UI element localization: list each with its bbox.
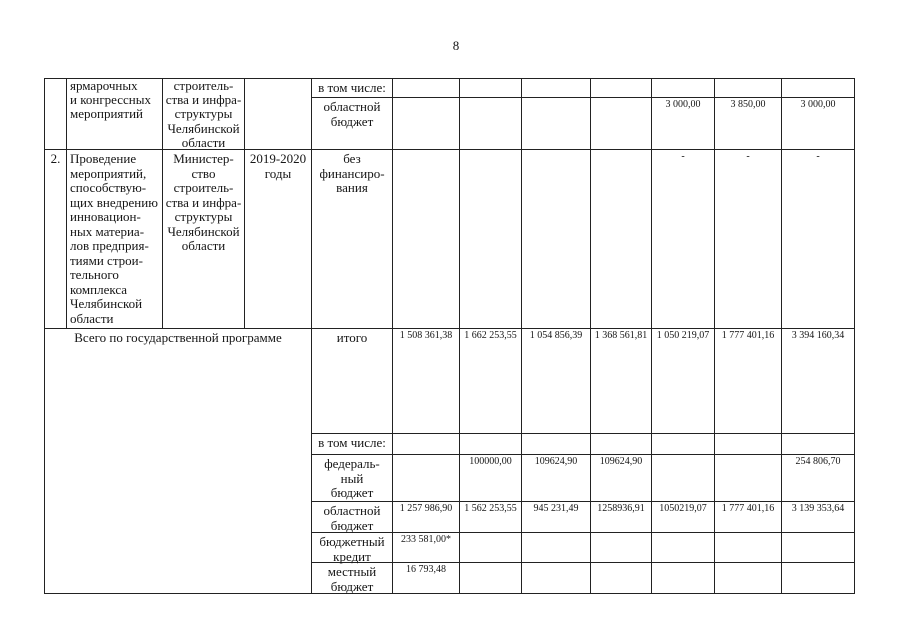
total-amount-cell: 1 508 361,38: [393, 329, 460, 434]
total-federal-budget-amount-cell: [715, 455, 782, 502]
total-amount-cell: 1 050 219,07: [652, 329, 715, 434]
total-regional-budget-amount-cell: 1 777 401,16: [715, 502, 782, 533]
item-2-amount-cell: -: [782, 150, 855, 329]
row-number-cell: 2.: [45, 150, 67, 329]
total-amount-cell: 1 368 561,81: [591, 329, 652, 434]
total-local-budget-amount-cell: [652, 563, 715, 594]
item-2-amount-cell: -: [652, 150, 715, 329]
total-local-budget-amount-cell: [522, 563, 591, 594]
activity-name-cell: ярмарочных и конгрессных мероприятий: [67, 79, 163, 150]
funding-source-cell: федераль- ный бюджет: [312, 455, 393, 502]
total-federal-budget-amount-cell: 109624,90: [591, 455, 652, 502]
executor-cell: Министер- ство строитель- ства и инфра- структуры Челябинской области: [163, 150, 245, 329]
total-federal-budget-amount-cell: [652, 455, 715, 502]
total-including-amount-cell: [782, 434, 855, 455]
continuation-including-amount-cell: [393, 79, 460, 98]
period-cell: [245, 79, 312, 150]
total-budget-credit-amount-cell: [460, 533, 522, 563]
item-2-amount-cell: [393, 150, 460, 329]
executor-cell: строитель- ства и инфра- структуры Челябинской области: [163, 79, 245, 150]
total-budget-credit-amount-cell: [715, 533, 782, 563]
total-budget-credit-amount-cell: [522, 533, 591, 563]
total-amount-cell: 3 394 160,34: [782, 329, 855, 434]
funding-source-cell: областной бюджет: [312, 98, 393, 150]
continuation-regional-budget-amount-cell: 3 000,00: [652, 98, 715, 150]
funding-source-cell: в том числе:: [312, 434, 393, 455]
total-budget-credit-amount-cell: 233 581,00*: [393, 533, 460, 563]
total-federal-budget-amount-cell: [393, 455, 460, 502]
total-regional-budget-amount-cell: 1 562 253,55: [460, 502, 522, 533]
continuation-regional-budget-amount-cell: [393, 98, 460, 150]
continuation-including-amount-cell: [460, 79, 522, 98]
item-2-amount-cell: [522, 150, 591, 329]
total-budget-credit-amount-cell: [591, 533, 652, 563]
item-2-amount-cell: -: [715, 150, 782, 329]
continuation-regional-budget-amount-cell: [591, 98, 652, 150]
funding-source-cell: в том числе:: [312, 79, 393, 98]
funding-source-cell: итого: [312, 329, 393, 434]
total-including-amount-cell: [522, 434, 591, 455]
total-regional-budget-amount-cell: 1050219,07: [652, 502, 715, 533]
continuation-including-amount-cell: [652, 79, 715, 98]
total-amount-cell: 1 777 401,16: [715, 329, 782, 434]
total-regional-budget-amount-cell: 945 231,49: [522, 502, 591, 533]
continuation-including-amount-cell: [715, 79, 782, 98]
funding-source-cell: бюджетный кредит: [312, 533, 393, 563]
total-budget-credit-amount-cell: [782, 533, 855, 563]
total-federal-budget-amount-cell: 100000,00: [460, 455, 522, 502]
activity-name-cell: Проведение мероприятий, способствую- щих внедрению инновацион- ных материа- лов предприя- тиями строи- тельного комплекса Челябинской области: [67, 150, 163, 329]
total-federal-budget-amount-cell: 254 806,70: [782, 455, 855, 502]
total-local-budget-amount-cell: [460, 563, 522, 594]
row-number-cell: [45, 79, 67, 150]
budget-table: [44, 78, 855, 594]
total-local-budget-amount-cell: [591, 563, 652, 594]
total-regional-budget-amount-cell: 3 139 353,64: [782, 502, 855, 533]
continuation-regional-budget-amount-cell: 3 000,00: [782, 98, 855, 150]
total-local-budget-amount-cell: [782, 563, 855, 594]
continuation-including-amount-cell: [782, 79, 855, 98]
total-including-amount-cell: [393, 434, 460, 455]
total-local-budget-amount-cell: [715, 563, 782, 594]
total-amount-cell: 1 054 856,39: [522, 329, 591, 434]
page-number: 8: [452, 38, 460, 53]
continuation-regional-budget-amount-cell: [460, 98, 522, 150]
total-including-amount-cell: [591, 434, 652, 455]
continuation-including-amount-cell: [591, 79, 652, 98]
continuation-regional-budget-amount-cell: 3 850,00: [715, 98, 782, 150]
continuation-including-amount-cell: [522, 79, 591, 98]
total-regional-budget-amount-cell: 1 257 986,90: [393, 502, 460, 533]
continuation-regional-budget-amount-cell: [522, 98, 591, 150]
funding-source-cell: областной бюджет: [312, 502, 393, 533]
program-total-label-cell: Всего по государственной программе: [45, 329, 312, 594]
total-regional-budget-amount-cell: 1258936,91: [591, 502, 652, 533]
item-2-amount-cell: [591, 150, 652, 329]
total-including-amount-cell: [715, 434, 782, 455]
period-cell: 2019-2020 годы: [245, 150, 312, 329]
total-including-amount-cell: [460, 434, 522, 455]
total-federal-budget-amount-cell: 109624,90: [522, 455, 591, 502]
funding-source-cell: местный бюджет: [312, 563, 393, 594]
total-budget-credit-amount-cell: [652, 533, 715, 563]
item-2-amount-cell: [460, 150, 522, 329]
total-including-amount-cell: [652, 434, 715, 455]
total-local-budget-amount-cell: 16 793,48: [393, 563, 460, 594]
total-amount-cell: 1 662 253,55: [460, 329, 522, 434]
funding-source-cell: без финансиро- вания: [312, 150, 393, 329]
